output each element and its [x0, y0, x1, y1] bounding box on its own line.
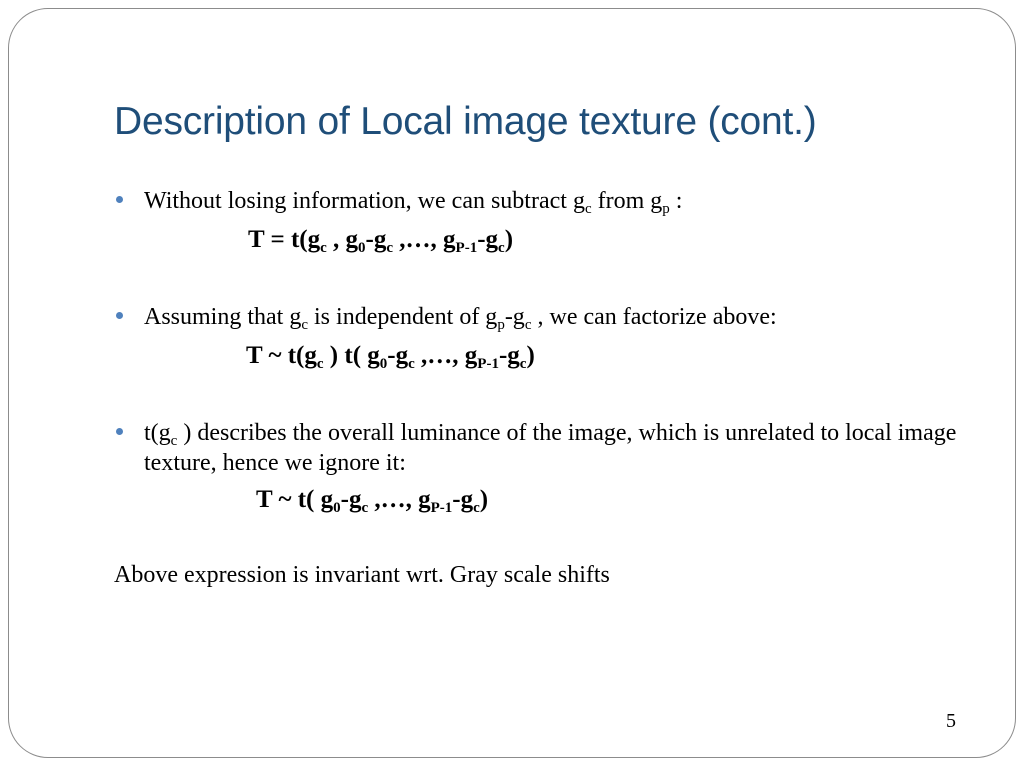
subscript: c [320, 240, 327, 256]
text-segment: -g [504, 304, 525, 330]
text-segment: : [669, 188, 683, 214]
subscript: 0 [379, 356, 388, 372]
text-segment: -g [477, 226, 499, 253]
subscript: c [170, 433, 178, 449]
text-segment: , we can factorize above: [531, 304, 777, 330]
text-segment: is independent of g [308, 304, 498, 330]
subscript: P-1 [477, 356, 499, 372]
slide-title: Description of Local image texture (cont.) [114, 100, 817, 143]
subscript: 0 [358, 240, 366, 256]
page-number: 5 [946, 710, 956, 732]
text-segment: ,…, g [414, 342, 478, 369]
text-segment: t(g [144, 420, 171, 446]
text-segment: ) describes the overall luminance of the image, which is unrelated to local image texture, hence we ignore it: [144, 420, 957, 476]
bullet-dot-icon [116, 196, 123, 203]
text-segment: Assuming that g [144, 304, 302, 330]
subscript: p [662, 201, 670, 217]
text-segment: , g [326, 226, 359, 253]
text-segment: ) [504, 226, 514, 253]
subscript: c [498, 240, 505, 256]
text-segment: T ~ t(g [246, 342, 317, 369]
conclusion-text: Above expression is invariant wrt. Gray scale shifts [114, 562, 610, 588]
text-segment: -g [365, 226, 387, 253]
formula-line [246, 342, 535, 370]
subscript: c [386, 240, 394, 256]
text-segment: -g [387, 342, 409, 369]
text-segment: T ~ t( g [256, 486, 334, 513]
subscript: c [316, 356, 324, 372]
text-segment: -g [498, 342, 520, 369]
subscript: P-1 [430, 500, 453, 516]
subscript: 0 [333, 500, 341, 516]
subscript: c [408, 356, 415, 372]
text-segment: -g [452, 486, 474, 513]
text-segment: from g [591, 188, 663, 214]
bullet-text [144, 302, 777, 332]
text-segment: ,…, g [368, 486, 431, 513]
subscript: c [519, 356, 527, 372]
subscript: p [497, 317, 505, 333]
text-segment: ) t( g [323, 342, 380, 369]
bullet-text [144, 418, 964, 478]
bullet-dot-icon [116, 312, 123, 319]
subscript: c [301, 317, 309, 333]
text-segment: ) [526, 342, 535, 369]
subscript: c [473, 500, 480, 516]
formula-line [256, 486, 488, 514]
text-segment: ) [479, 486, 489, 513]
text-segment: T = t(g [248, 226, 321, 253]
subscript: c [361, 500, 369, 516]
text-segment: Without losing information, we can subtract g [144, 188, 585, 214]
subscript: P-1 [455, 240, 478, 256]
bullet-dot-icon [116, 428, 123, 435]
subscript: c [524, 317, 532, 333]
subscript: c [584, 201, 592, 217]
bullet-text [144, 186, 682, 216]
formula-line [248, 226, 513, 254]
text-segment: ,…, g [393, 226, 456, 253]
text-segment: -g [340, 486, 362, 513]
